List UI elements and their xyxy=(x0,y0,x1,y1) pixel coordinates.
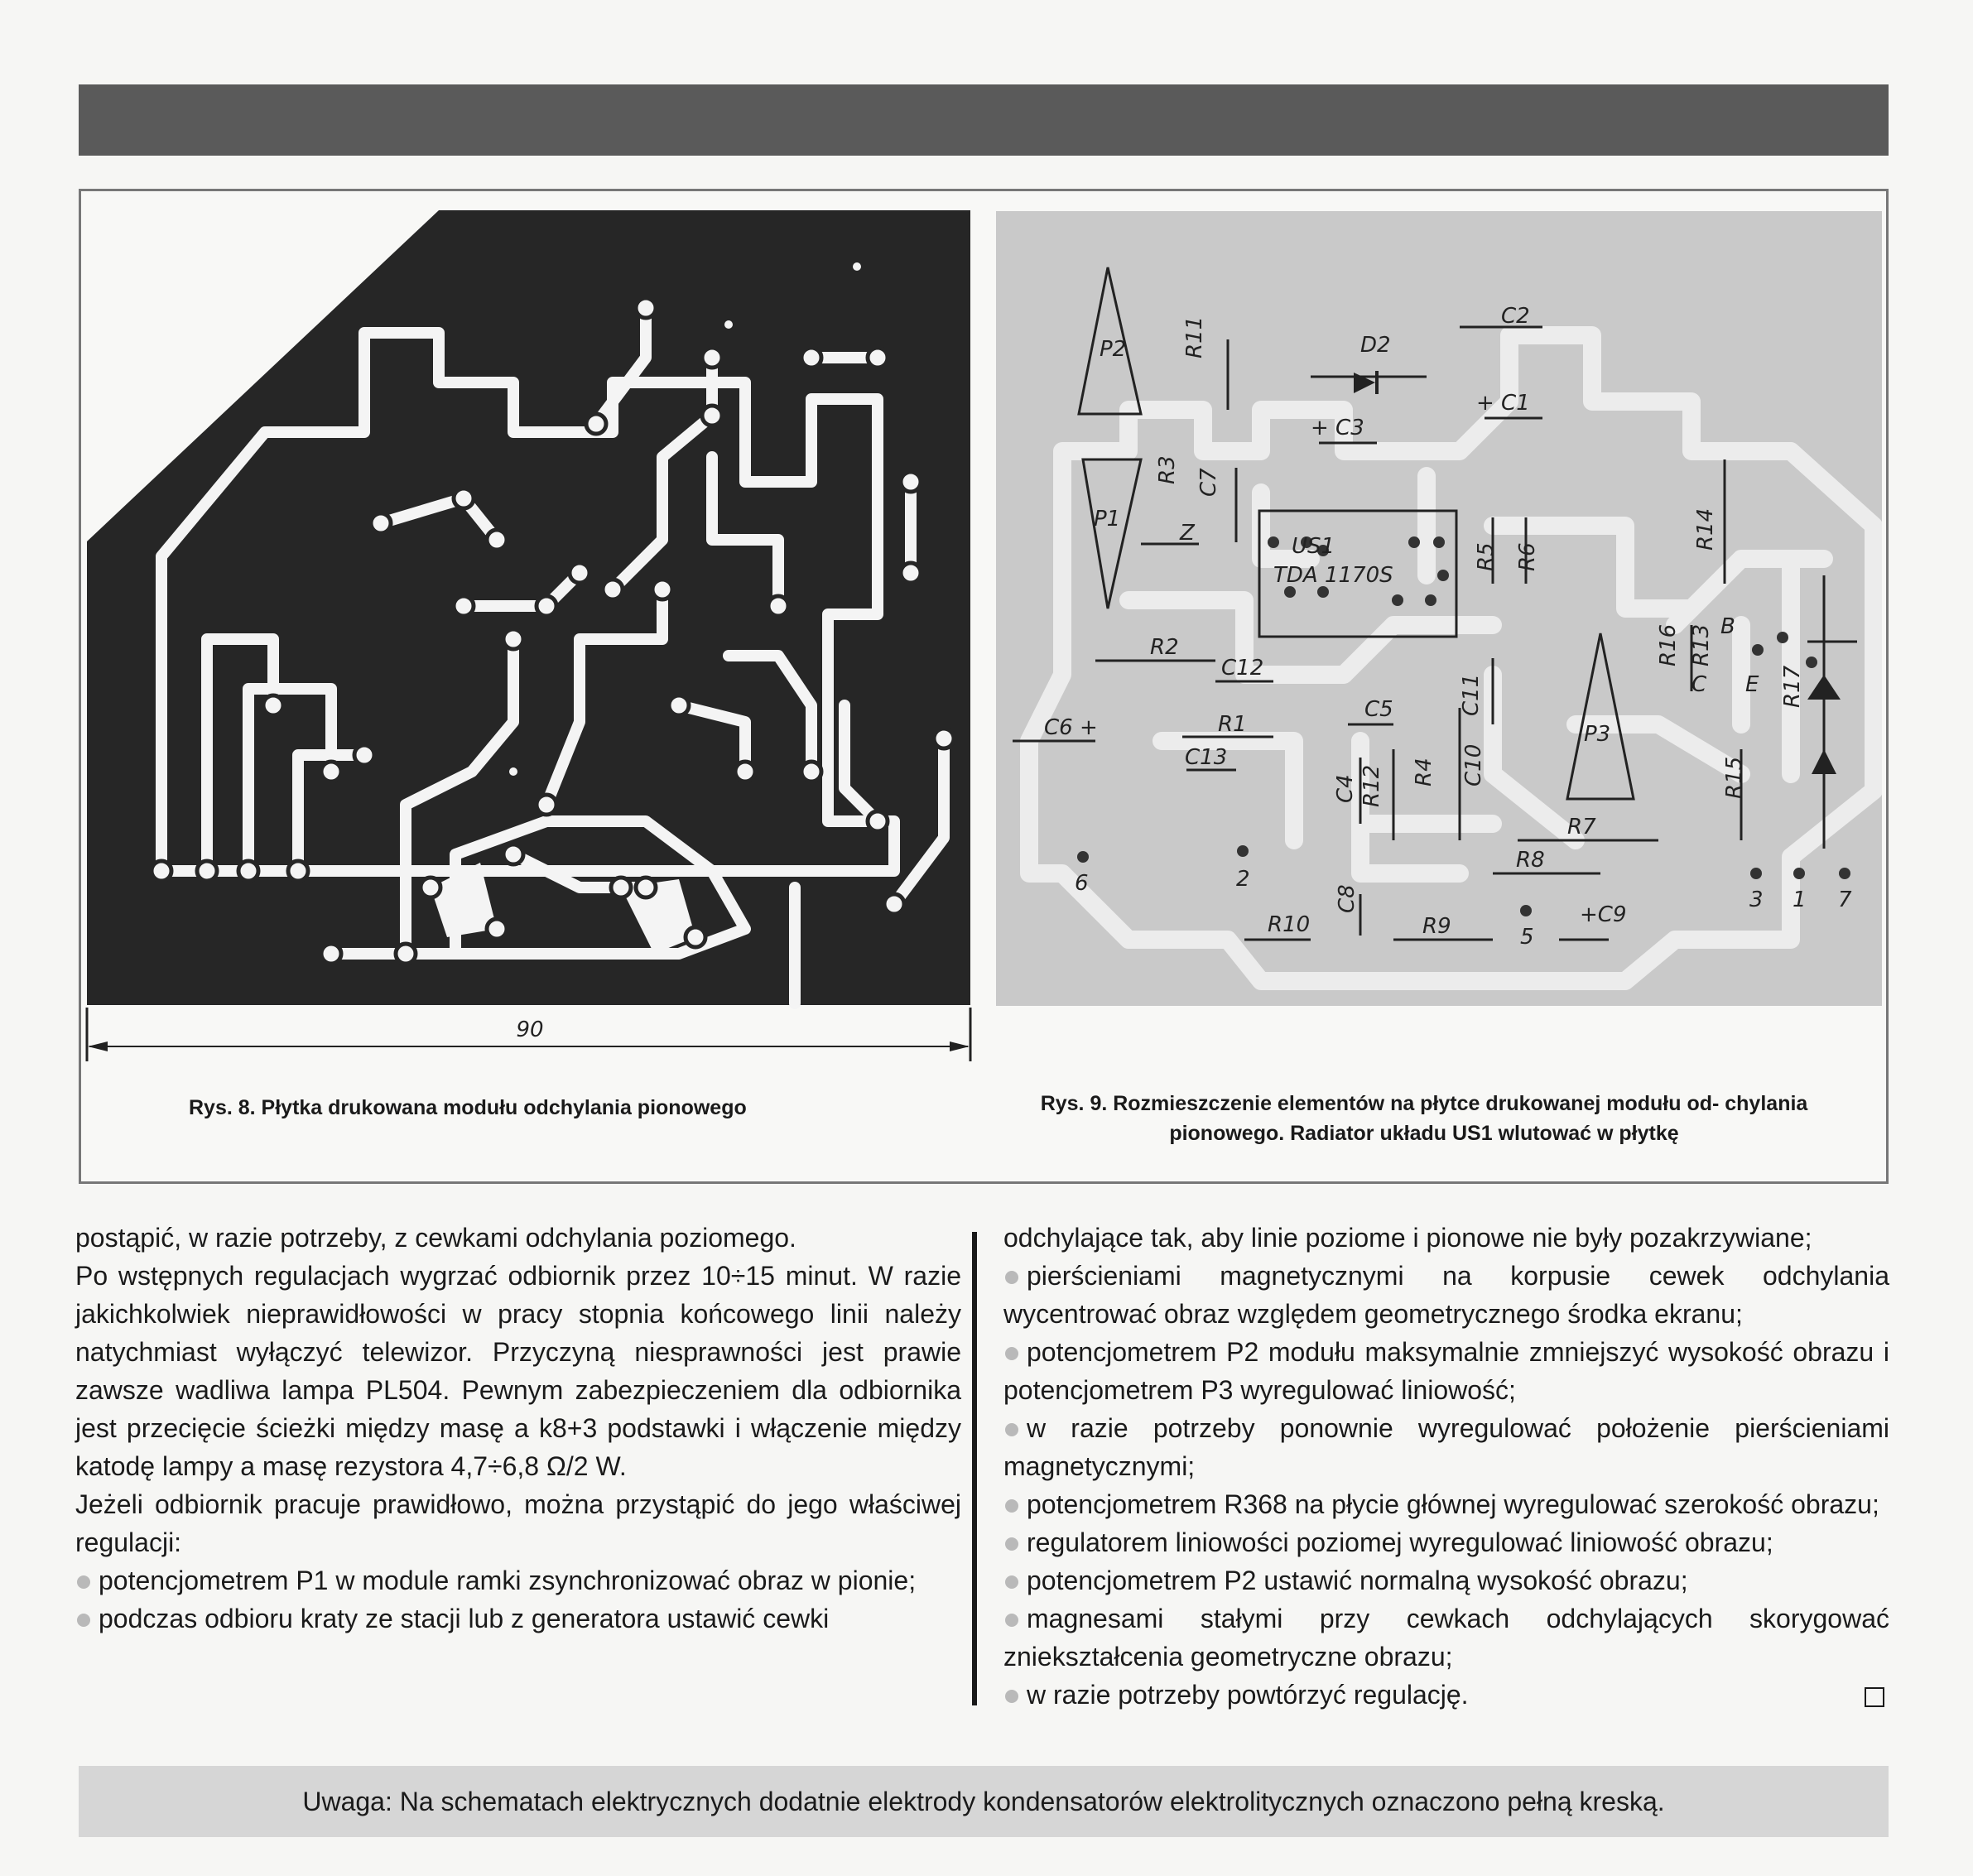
label-C3: + C3 xyxy=(1311,416,1364,440)
label-C12: C12 xyxy=(1221,656,1264,681)
label-R7: R7 xyxy=(1567,815,1596,839)
label-C8: C8 xyxy=(1335,884,1359,913)
label-C5: C5 xyxy=(1364,697,1393,722)
label-R12: R12 xyxy=(1359,764,1384,807)
label-C11: C11 xyxy=(1459,673,1484,716)
bullet-item: potencjometrem P1 w module ramki zsynchronizować obraz w pionie; xyxy=(75,1561,961,1599)
right-text-column xyxy=(1003,1219,1889,1714)
label-R5: R5 xyxy=(1474,542,1499,571)
paragraph: odchylające tak, aby linie poziome i pionowe nie były pozakrzywiane; xyxy=(1003,1223,1812,1253)
column-divider xyxy=(972,1232,977,1705)
label-R17: R17 xyxy=(1780,665,1805,708)
label-R4: R4 xyxy=(1412,758,1436,786)
note-bar: Uwaga: Na schematach elektrycznych dodatnie elektrody kondensatorów elektrolitycznych oznaczono pełną kreską. xyxy=(79,1766,1889,1837)
label-C: C xyxy=(1691,672,1707,697)
label-pin6: 6 xyxy=(1075,871,1089,896)
label-C9: +C9 xyxy=(1580,902,1627,927)
bullet-icon xyxy=(1005,1614,1018,1627)
label-E: E xyxy=(1745,672,1759,697)
label-P1: P1 xyxy=(1094,507,1121,532)
label-Z: Z xyxy=(1180,521,1195,546)
label-pin5: 5 xyxy=(1520,925,1534,950)
pcb-layout-figure xyxy=(83,209,977,1061)
bullet-item: regulatorem liniowości poziomej wyregulować liniowość obrazu; xyxy=(1003,1523,1889,1561)
label-C10: C10 xyxy=(1461,743,1486,786)
label-C1: + C1 xyxy=(1476,391,1530,416)
label-pin3: 3 xyxy=(1749,887,1764,912)
bullet-icon xyxy=(1005,1347,1018,1360)
label-R10: R10 xyxy=(1268,912,1311,937)
label-R2: R2 xyxy=(1150,635,1179,660)
bullet-item: potencjometrem P2 modułu maksymalnie zmniejszyć wysokość obrazu i potencjometrem P3 wyregulować liniowość; xyxy=(1003,1337,1889,1405)
figure-8-caption: Rys. 8. Płytka drukowana modułu odchylania pionowego xyxy=(189,1096,747,1119)
label-C7: C7 xyxy=(1196,468,1221,497)
bullet-icon xyxy=(1005,1499,1018,1513)
label-P3: P3 xyxy=(1584,722,1611,747)
label-R1: R1 xyxy=(1218,712,1247,737)
figure-9-caption: Rys. 9. Rozmieszczenie elementów na płytce drukowanej modułu od- chylania pionowego. Radiator układu US1 wlutować w płytkę xyxy=(1040,1092,1808,1145)
bullet-item: potencjometrem R368 na płycie głównej wyregulować szerokość obrazu; xyxy=(1003,1485,1889,1523)
bullet-icon xyxy=(1005,1537,1018,1551)
ic-part: TDA 1170S xyxy=(1273,563,1393,588)
bullet-icon xyxy=(1005,1575,1018,1589)
label-pin1: 1 xyxy=(1793,887,1807,912)
label-P2: P2 xyxy=(1100,337,1127,362)
label-R14: R14 xyxy=(1693,507,1718,551)
dimension-label: 90 xyxy=(516,1017,544,1042)
label-pin2: 2 xyxy=(1236,867,1250,892)
label-C4: C4 xyxy=(1333,774,1358,803)
paragraph: postąpić, w razie potrzeby, z cewkami odchylania poziomego. xyxy=(75,1223,796,1253)
label-R3: R3 xyxy=(1155,455,1180,484)
label-D2: D2 xyxy=(1360,333,1391,358)
bullet-item: w razie potrzeby powtórzyć regulację. xyxy=(1003,1676,1889,1714)
bullet-icon xyxy=(1005,1271,1018,1284)
label-R15: R15 xyxy=(1722,756,1747,799)
label-pin7: 7 xyxy=(1838,887,1852,912)
label-C6: C6 + xyxy=(1044,715,1098,740)
paragraph: Jeżeli odbiornik pracuje prawidłowo, można przystąpić do jego właściwej regulacji: xyxy=(75,1489,961,1557)
label-R13: R13 xyxy=(1689,623,1714,666)
end-of-article-icon xyxy=(1865,1687,1884,1707)
component-placement-figure xyxy=(996,211,1882,1006)
label-R6: R6 xyxy=(1515,542,1540,571)
bullet-icon xyxy=(77,1575,90,1589)
bullet-item: podczas odbioru kraty ze stacji lub z generatora ustawić cewki xyxy=(75,1599,961,1638)
bullet-icon xyxy=(1005,1423,1018,1436)
label-R8: R8 xyxy=(1516,848,1545,873)
bullet-icon xyxy=(77,1614,90,1627)
bullet-icon xyxy=(1005,1690,1018,1703)
bullet-item: magnesami stałymi przy cewkach odchylających skorygować zniekształcenia geometryczne obrazu; xyxy=(1003,1604,1889,1672)
bullet-item: potencjometrem P2 ustawić normalną wysokość obrazu; xyxy=(1003,1561,1889,1599)
label-C2: C2 xyxy=(1501,304,1530,329)
label-R11: R11 xyxy=(1182,315,1207,358)
bullet-item: w razie potrzeby ponownie wyregulować położenie pierścieniami magnetycznymi; xyxy=(1003,1413,1889,1481)
left-text-column xyxy=(75,1219,961,1638)
label-R9: R9 xyxy=(1422,914,1451,939)
label-C13: C13 xyxy=(1185,745,1228,770)
label-B: B xyxy=(1720,614,1735,639)
header-bar xyxy=(79,84,1889,156)
bullet-item: pierścieniami magnetycznymi na korpusie cewek odchylania wycentrować obraz względem geometrycznego środka ekranu; xyxy=(1003,1261,1889,1329)
paragraph: Po wstępnych regulacjach wygrzać odbiornik przez 10÷15 minut. W razie jakichkolwiek nieprawidłowości w pracy stopnia końcowego linii należy natychmiast wyłączyć telewizor. Przyczyną niesprawności jest prawie zawsze wadliwa lampa PL504. Pewnym zabezpieczeniem dla odbiornika jest przecięcie ścieżki między masę a k8+3 podstawki i włączenie między katodę lampy a masę rezystora 4,7÷6,8 Ω/2 W. xyxy=(75,1261,961,1481)
label-R16: R16 xyxy=(1656,623,1681,666)
ic-name: US1 xyxy=(1292,534,1335,559)
